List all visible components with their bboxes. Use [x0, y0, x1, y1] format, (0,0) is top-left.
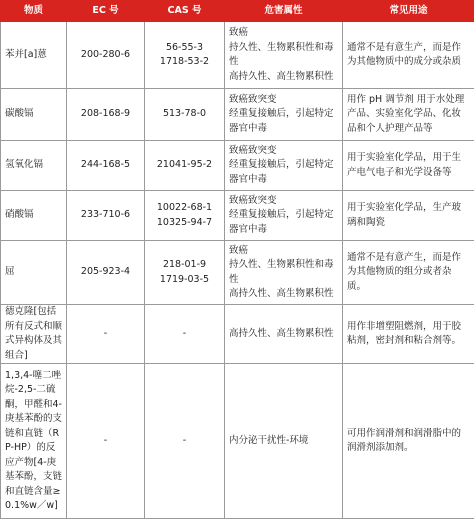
- hazard-cell: 内分泌干扰性-环境: [225, 364, 343, 519]
- cas-number: 513-78-0: [162, 108, 207, 120]
- header-common-use: 常见用途: [343, 1, 474, 22]
- ec-cell: 233-710-6: [67, 191, 145, 241]
- cas-cell: [145, 241, 225, 305]
- ec-cell: -: [67, 305, 145, 364]
- header-cas-number: CAS 号: [145, 1, 225, 22]
- hazard-cell: 致癌致突变 经重复接触后，引起特定器官中毒: [225, 191, 343, 241]
- use-cell: 通常不是有意产生，而是作为其他物质的组分或者杂质。: [343, 241, 474, 305]
- cas-number: 10325-94-7: [156, 216, 213, 228]
- table-row: [1, 305, 474, 364]
- use-cell: 可用作润滑剂和润滑脂中的润滑剂添加剂。: [343, 364, 474, 519]
- table-row: [1, 191, 474, 241]
- cas-cell: [145, 191, 225, 241]
- cas-number: 1719-03-5: [159, 273, 210, 285]
- use-cell: 通常不是有意生产，而是作为其他物质中的成分或杂质: [343, 22, 474, 89]
- cas-number: 218-01-9: [162, 259, 207, 270]
- substance-cell: 碳酸镉: [1, 89, 67, 141]
- use-cell: 用作非增塑阻燃剂，用于胶粘剂，密封剂和粘合剂等。: [343, 305, 474, 364]
- cas-number: 56-55-3: [165, 41, 204, 53]
- header-ec-number: EC 号: [67, 1, 145, 22]
- cas-number: 10022-68-1: [156, 202, 213, 213]
- cas-cell: [145, 141, 225, 191]
- ec-cell: 244-168-5: [67, 141, 145, 191]
- cas-cell: [145, 22, 225, 89]
- table-row: [1, 141, 474, 191]
- hazard-cell: 致癌致突变 经重复接触后，引起特定器官中毒: [225, 141, 343, 191]
- hazard-cell: 致癌致突变 经重复接触后，引起特定器官中毒: [225, 89, 343, 141]
- substance-cell: 德克隆[包括所有反式和顺式异构体及其组合]: [1, 305, 67, 364]
- substance-cell: 屈: [1, 241, 67, 305]
- hazard-cell: 致癌 持久性、生物累积性和毒性 高持久性、高生物累积性: [225, 22, 343, 89]
- use-cell: 用于实验室化学品，用于生产电气电子和光学设备等: [343, 141, 474, 191]
- ec-cell: 205-923-4: [67, 241, 145, 305]
- table-row: [1, 89, 474, 141]
- ec-cell: -: [67, 364, 145, 519]
- cas-number: -: [182, 327, 187, 339]
- hazard-cell: 致癌 持久性、生物累积性和毒性 高持久性、高生物累积性: [225, 241, 343, 305]
- table-header-row: [1, 1, 474, 22]
- cas-cell: [145, 364, 225, 519]
- substance-cell: 硝酸镉: [1, 191, 67, 241]
- cas-cell: [145, 89, 225, 141]
- header-substance: 物质: [1, 1, 67, 22]
- cas-number: 21041-95-2: [156, 159, 213, 171]
- table-row: [1, 241, 474, 305]
- substance-cell: 氢氧化镉: [1, 141, 67, 191]
- use-cell: 用作 pH 调节剂 用于水处理产品、实验室化学品、化妆品和个人护理产品等: [343, 89, 474, 141]
- table-row: [1, 22, 474, 89]
- ec-cell: 200-280-6: [67, 22, 145, 89]
- cas-number: 1718-53-2: [159, 56, 210, 67]
- ec-cell: 208-168-9: [67, 89, 145, 141]
- substance-cell: 苯并[a]蒽: [1, 22, 67, 89]
- use-cell: 用于实验室化学品，生产玻璃和陶瓷: [343, 191, 474, 241]
- substance-cell: 1,3,4-噻二唑烷-2,5-二硫酮，甲醛和4-庚基苯酚的支链和直链（RP-HP）的反应产物[4-庚基苯酚，支链和直链含量≥0.1%w／w]: [1, 364, 67, 519]
- hazard-cell: 高持久性、高生物累积性: [225, 305, 343, 364]
- header-hazard: 危害属性: [225, 1, 343, 22]
- cas-number: -: [182, 434, 187, 446]
- table-row: [1, 364, 474, 519]
- cas-cell: [145, 305, 225, 364]
